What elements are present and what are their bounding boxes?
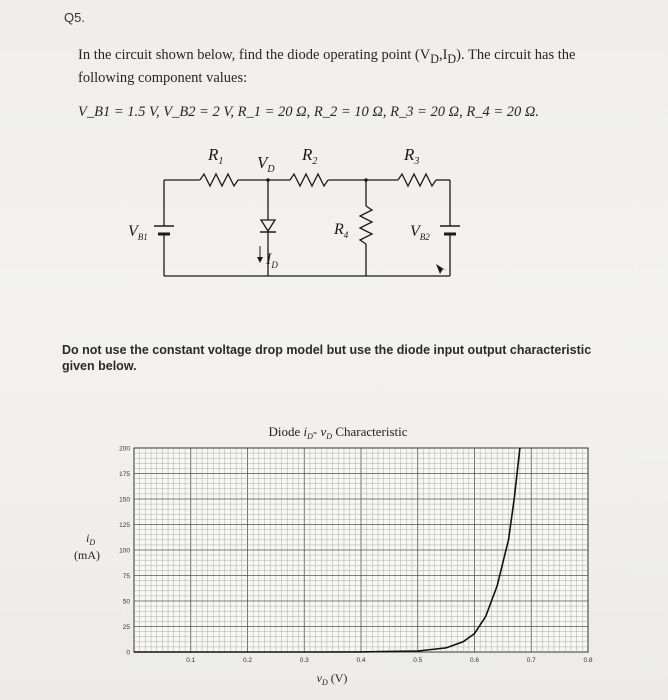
label-vd: $V_D$ (257, 153, 275, 175)
x-axis-ticks (186, 657, 593, 664)
y-tick-label: 100 (119, 547, 130, 555)
y-tick-label: 25 (122, 624, 130, 631)
label-r2: $R_2$ (302, 145, 318, 167)
x-tick-label: 0.8 (583, 657, 593, 664)
y-tick-label: 125 (119, 522, 130, 529)
x-tick-label: 0.1 (186, 657, 196, 664)
label-id: $I_D$ (266, 251, 278, 270)
circuit-diagram (120, 140, 480, 290)
cursor-arrow-icon (436, 264, 447, 274)
label-r4: $R_4$ (334, 221, 349, 240)
label-vb2: $V_{B2}$ (410, 223, 430, 242)
current-arrow-head (257, 257, 263, 263)
x-tick-label: 0.3 (299, 657, 309, 664)
x-tick-label: 0.5 (413, 657, 423, 664)
x-axis-label: $v_D$ (V) (316, 671, 348, 687)
resistor-r1 (200, 174, 238, 186)
node-dot (364, 178, 368, 182)
y-axis-ticks (119, 446, 130, 657)
y-tick-label: 200 (119, 445, 130, 453)
x-tick-label: 0.6 (469, 657, 480, 664)
x-tick-label: 0.7 (526, 657, 536, 664)
x-tick-label: 0.2 (242, 657, 253, 664)
question-number: Q5. (64, 10, 85, 25)
component-values: V_B1 = 1.5 V, V_B2 = 2 V, R_1 = 20 Ω, R_2 = 10 Ω, R_3 = 20 Ω, R_4 = 20 Ω. (78, 104, 539, 120)
diode-characteristic-chart (60, 420, 620, 695)
instruction-note: Do not use the constant voltage drop model but use the diode input output characteristic given below. (62, 343, 592, 373)
y-tick-label: 75 (122, 573, 130, 580)
resistor-r3 (398, 174, 436, 186)
chart-title: Diode $i_D-$ $v_D$ Characteristic (268, 424, 408, 441)
y-tick-label: 50 (122, 598, 130, 606)
label-vb1: $V_{B1}$ (128, 223, 148, 242)
diode-triangle (261, 220, 275, 231)
resistor-r2 (290, 174, 328, 186)
node-dot (266, 178, 270, 182)
x-tick-label: 0.4 (356, 657, 366, 664)
question-text: In the circuit shown below, find the diode operating point $(V_D,I_D)$. The circuit has the following component values: (78, 47, 576, 86)
y-tick-label: 150 (119, 496, 130, 504)
label-r1: $R_1$ (208, 145, 224, 167)
chart-grid (134, 448, 588, 652)
y-axis-label: $i_D$ (mA) (74, 531, 100, 562)
resistor-r4 (360, 206, 372, 244)
y-tick-label: 0 (126, 649, 130, 657)
label-r3: $R_3$ (404, 145, 420, 167)
y-tick-label: 175 (119, 471, 130, 478)
